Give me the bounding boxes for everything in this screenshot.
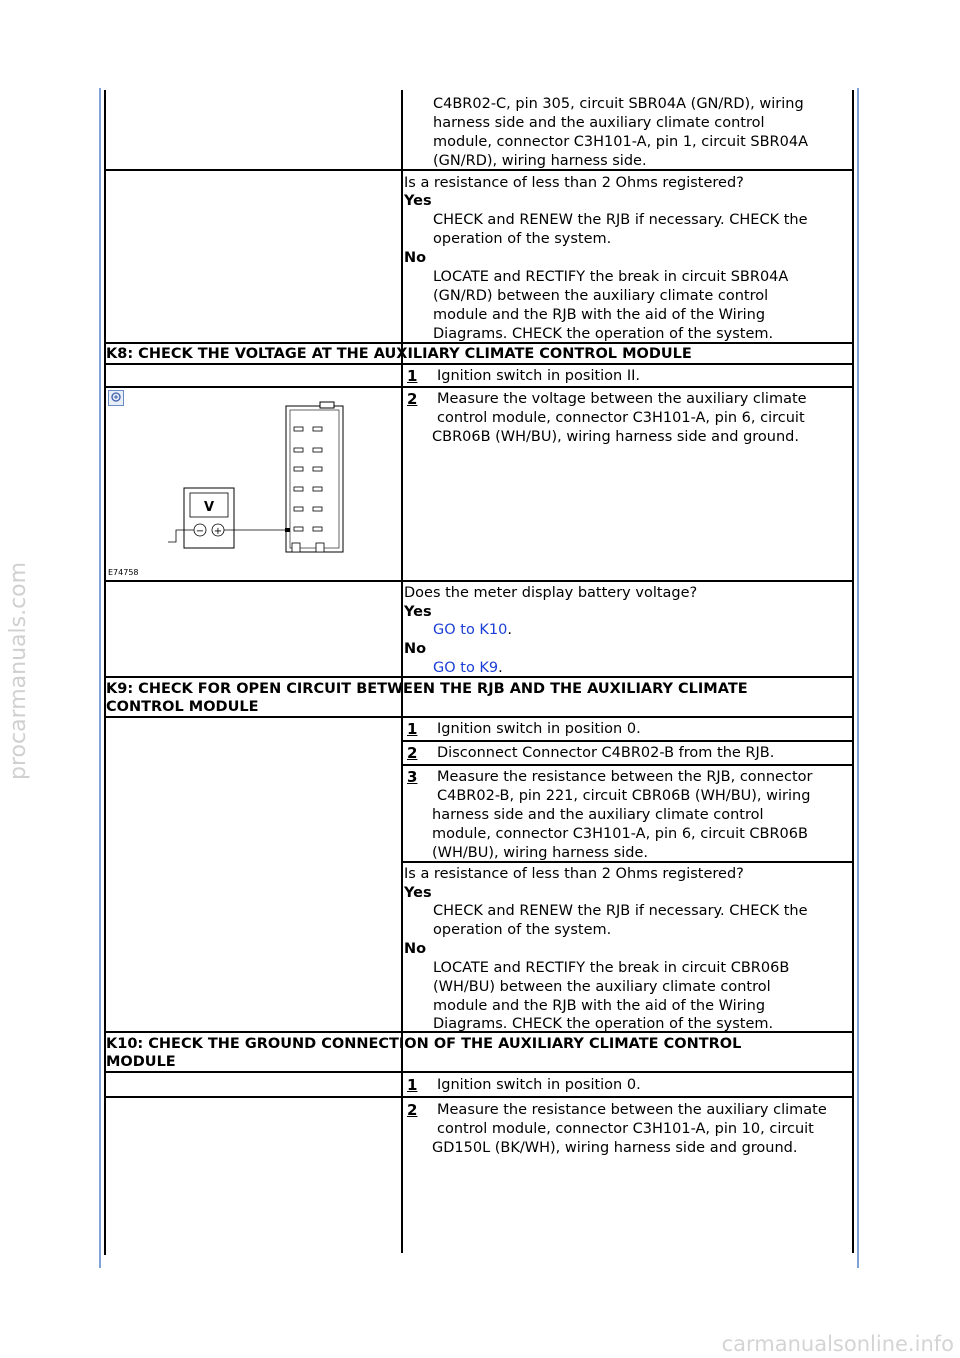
- step-text: harness side and the auxiliary climate control: [432, 807, 764, 823]
- step-text: Ignition switch in position 0.: [437, 1077, 641, 1093]
- answer-line: CHECK and RENEW the RJB if necessary. CHECK the: [433, 212, 808, 228]
- step-text: GD150L (BK/WH), wiring harness side and ground.: [432, 1140, 798, 1156]
- step-number: 1: [407, 720, 418, 738]
- row-rule: [104, 1071, 854, 1073]
- text-line: (GN/RD), wiring harness side.: [433, 153, 647, 169]
- no-label: No: [404, 641, 427, 657]
- section-title-k10: K10: CHECK THE GROUND CONNECTION OF THE AUXILIARY CLIMATE CONTROL: [106, 1036, 742, 1052]
- step-text: module, connector C3H101-A, pin 6, circuit CBR06B: [432, 826, 808, 842]
- meter-minus: −: [195, 526, 205, 537]
- text-line: module, connector C3H101-A, pin 1, circuit SBR04A: [433, 134, 808, 150]
- meter-label: V: [203, 500, 215, 515]
- section-title-k9: K9: CHECK FOR OPEN CIRCUIT BETWEEN THE RJB AND THE AUXILIARY CLIMATE: [106, 681, 748, 697]
- row-rule: [104, 1096, 854, 1098]
- no-label: No: [404, 941, 427, 957]
- answer-line: Diagrams. CHECK the operation of the system.: [433, 326, 774, 342]
- goto-k10-link[interactable]: GO to K10: [433, 622, 508, 638]
- answer-line: LOCATE and RECTIFY the break in circuit SBR04A: [433, 269, 789, 285]
- row-rule: [401, 764, 854, 766]
- answer-line: operation of the system.: [433, 922, 612, 938]
- answer-line: LOCATE and RECTIFY the break in circuit CBR06B: [433, 960, 790, 976]
- answer-line: operation of the system.: [433, 231, 612, 247]
- step-text: (WH/BU), wiring harness side.: [432, 845, 649, 861]
- period: .: [507, 622, 512, 638]
- side-watermark: procarmanuals.com: [6, 561, 31, 780]
- footer-watermark: carmanualsonline.info: [721, 1332, 954, 1356]
- yes-label: Yes: [404, 193, 432, 209]
- step-text: control module, connector C3H101-A, pin 6, circuit: [437, 410, 805, 426]
- step-number: 2: [407, 390, 418, 408]
- step-text: control module, connector C3H101-A, pin 10, circuit: [437, 1121, 814, 1137]
- step-text: Ignition switch in position 0.: [437, 721, 641, 737]
- step-text: Measure the resistance between the RJB, connector: [437, 769, 813, 785]
- section-title-k10-cont: MODULE: [106, 1054, 176, 1070]
- no-label: No: [404, 250, 427, 266]
- row-rule: [401, 740, 854, 742]
- period: .: [498, 660, 503, 676]
- table-left-border: [104, 90, 106, 1255]
- step-text: Measure the resistance between the auxiliary climate: [437, 1102, 827, 1118]
- step-number: 2: [407, 1101, 418, 1119]
- section-title-k9-cont: CONTROL MODULE: [106, 699, 259, 715]
- step-number: 3: [407, 768, 418, 786]
- left-page-rule: [99, 88, 101, 1268]
- row-rule: [104, 580, 854, 582]
- answer-line: module and the RJB with the aid of the Wiring: [433, 998, 766, 1014]
- step-number: 2: [407, 744, 418, 762]
- answer-line: CHECK and RENEW the RJB if necessary. CHECK the: [433, 903, 808, 919]
- figure-id: E74758: [108, 568, 139, 577]
- question-text: Is a resistance of less than 2 Ohms registered?: [404, 175, 744, 191]
- table-mid-border: [401, 90, 403, 1253]
- step-number: 1: [407, 1076, 418, 1094]
- goto-k9-link[interactable]: GO to K9: [433, 660, 499, 676]
- answer-line: [433, 621, 512, 640]
- right-page-rule: [857, 88, 859, 1268]
- step-text: CBR06B (WH/BU), wiring harness side and ground.: [432, 429, 799, 445]
- yes-label: Yes: [404, 604, 432, 620]
- table-right-border: [852, 90, 854, 1253]
- row-rule: [104, 386, 854, 388]
- section-title-k8: K8: CHECK THE VOLTAGE AT THE AUXILIARY CLIMATE CONTROL MODULE: [106, 346, 692, 362]
- question-text: Is a resistance of less than 2 Ohms registered?: [404, 866, 744, 882]
- yes-label: Yes: [404, 885, 432, 901]
- step-number: 1: [407, 367, 418, 385]
- answer-line: module and the RJB with the aid of the Wiring: [433, 307, 766, 323]
- answer-line: [433, 659, 503, 678]
- answer-line: (GN/RD) between the auxiliary climate control: [433, 288, 769, 304]
- step-text: C4BR02-B, pin 221, circuit CBR06B (WH/BU), wiring: [437, 788, 811, 804]
- text-line: harness side and the auxiliary climate control: [433, 115, 765, 131]
- step-text: Ignition switch in position II.: [437, 368, 641, 384]
- answer-line: Diagrams. CHECK the operation of the system.: [433, 1016, 774, 1032]
- step-text: Measure the voltage between the auxiliary climate: [437, 391, 807, 407]
- voltmeter-connector-diagram: [106, 390, 400, 578]
- answer-line: (WH/BU) between the auxiliary climate control: [433, 979, 771, 995]
- question-text: Does the meter display battery voltage?: [404, 585, 698, 601]
- meter-plus: +: [213, 526, 223, 537]
- text-line: C4BR02-C, pin 305, circuit SBR04A (GN/RD), wiring: [433, 96, 804, 112]
- step-text: Disconnect Connector C4BR02-B from the RJB.: [437, 745, 775, 761]
